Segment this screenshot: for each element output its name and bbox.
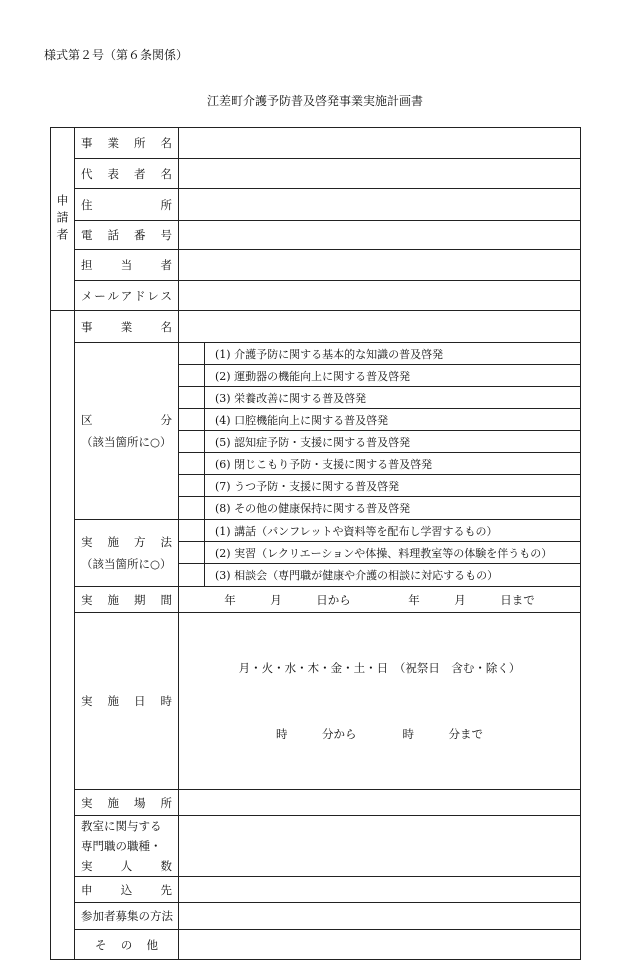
business-name-label: 事 業 名 (75, 311, 179, 343)
category-mark-4[interactable] (179, 409, 205, 431)
category-mark-2[interactable] (179, 365, 205, 387)
venue-label: 実 施 場 所 (75, 790, 179, 816)
plan-table (50, 127, 581, 960)
period-field[interactable]: 年 月 日から 年 月 日まで (179, 587, 581, 613)
category-option-1: (1) 介護予防に関する基本的な知識の普及啓発 (205, 343, 581, 365)
contact-label: 申 込 先 (75, 877, 179, 903)
person-in-charge-label: 担 当 者 (75, 250, 179, 281)
applicant-group-label: 申請者 (51, 128, 75, 311)
document-title: 江差町介護予防普及啓発事業実施計画書 (206, 94, 423, 108)
address-field[interactable] (179, 189, 581, 221)
method-mark-2[interactable] (179, 542, 205, 564)
method-row (51, 520, 581, 542)
datetime-field[interactable] (179, 613, 581, 790)
category-mark-8[interactable] (179, 497, 205, 520)
email-field[interactable] (179, 281, 581, 311)
method-option-2: (2) 実習（レクリエーションや体操、料理教室等の体験を伴うもの） (205, 542, 581, 564)
venue-field[interactable] (179, 790, 581, 816)
category-mark-7[interactable] (179, 475, 205, 497)
category-mark-3[interactable] (179, 387, 205, 409)
representative-field[interactable] (179, 159, 581, 189)
representative-label: 代 表 者 名 (75, 159, 179, 189)
method-mark-3[interactable] (179, 564, 205, 587)
staff-label: 教室に関与する 専門職の職種・ 実 人 数 (75, 816, 179, 877)
staff-field[interactable] (179, 816, 581, 877)
category-row (51, 343, 581, 365)
time-line: 時 分から 時 分まで (276, 727, 483, 741)
category-mark-1[interactable] (179, 343, 205, 365)
applicant-row-rep (51, 159, 581, 189)
address-label: 住 所 (75, 189, 179, 221)
office-name-label: 事 業 所 名 (75, 128, 179, 159)
plan-row-staff (51, 816, 581, 877)
category-option-5: (5) 認知症予防・支援に関する普及啓発 (205, 431, 581, 453)
recruit-label: 参加者募集の方法 (75, 903, 179, 930)
method-option-3: (3) 相談会（専門職が健康や介護の相談に対応するもの） (205, 564, 581, 587)
recruit-field[interactable] (179, 903, 581, 930)
datetime-label: 実 施 日 時 (75, 613, 179, 790)
plan-row-recruit (51, 903, 581, 930)
plan-row-datetime (51, 613, 581, 790)
applicant-row-address (51, 189, 581, 221)
business-name-field[interactable] (179, 311, 581, 343)
category-option-7: (7) うつ予防・支援に関する普及啓発 (205, 475, 581, 497)
method-label: 実 施 方 法 （該当箇所に○） (75, 520, 179, 587)
period-label: 実 施 期 間 (75, 587, 179, 613)
category-option-4: (4) 口腔機能向上に関する普及啓発 (205, 409, 581, 431)
phone-field[interactable] (179, 221, 581, 250)
applicant-row-office (51, 128, 581, 159)
plan-row-other (51, 930, 581, 960)
category-mark-6[interactable] (179, 453, 205, 475)
plan-row-period (51, 587, 581, 613)
other-field[interactable] (179, 930, 581, 960)
person-in-charge-field[interactable] (179, 250, 581, 281)
form-number: 様式第２号（第６条関係） (44, 48, 189, 62)
category-option-6: (6) 閉じこもり予防・支援に関する普及啓発 (205, 453, 581, 475)
method-mark-1[interactable] (179, 520, 205, 542)
other-label: そ の 他 (75, 930, 179, 960)
category-label: 区 分 （該当箇所に○） (75, 343, 179, 520)
office-name-field[interactable] (179, 128, 581, 159)
weekday-line: 月・火・水・木・金・土・日 （祝祭日 含む・除く） (238, 661, 521, 675)
category-option-2: (2) 運動器の機能向上に関する普及啓発 (205, 365, 581, 387)
phone-label: 電 話 番 号 (75, 221, 179, 250)
category-option-8: (8) その他の健康保持に関する普及啓発 (205, 497, 581, 520)
plan-row-venue (51, 790, 581, 816)
contact-field[interactable] (179, 877, 581, 903)
applicant-row-email (51, 281, 581, 311)
plan-group-cell (51, 311, 75, 960)
email-label: メ ー ル ア ド レ ス (75, 281, 179, 311)
plan-row-business-name (51, 311, 581, 343)
plan-row-contact (51, 877, 581, 903)
applicant-row-phone (51, 221, 581, 250)
method-option-1: (1) 講話（パンフレットや資料等を配布し学習するもの） (205, 520, 581, 542)
category-option-3: (3) 栄養改善に関する普及啓発 (205, 387, 581, 409)
applicant-row-person (51, 250, 581, 281)
category-mark-5[interactable] (179, 431, 205, 453)
